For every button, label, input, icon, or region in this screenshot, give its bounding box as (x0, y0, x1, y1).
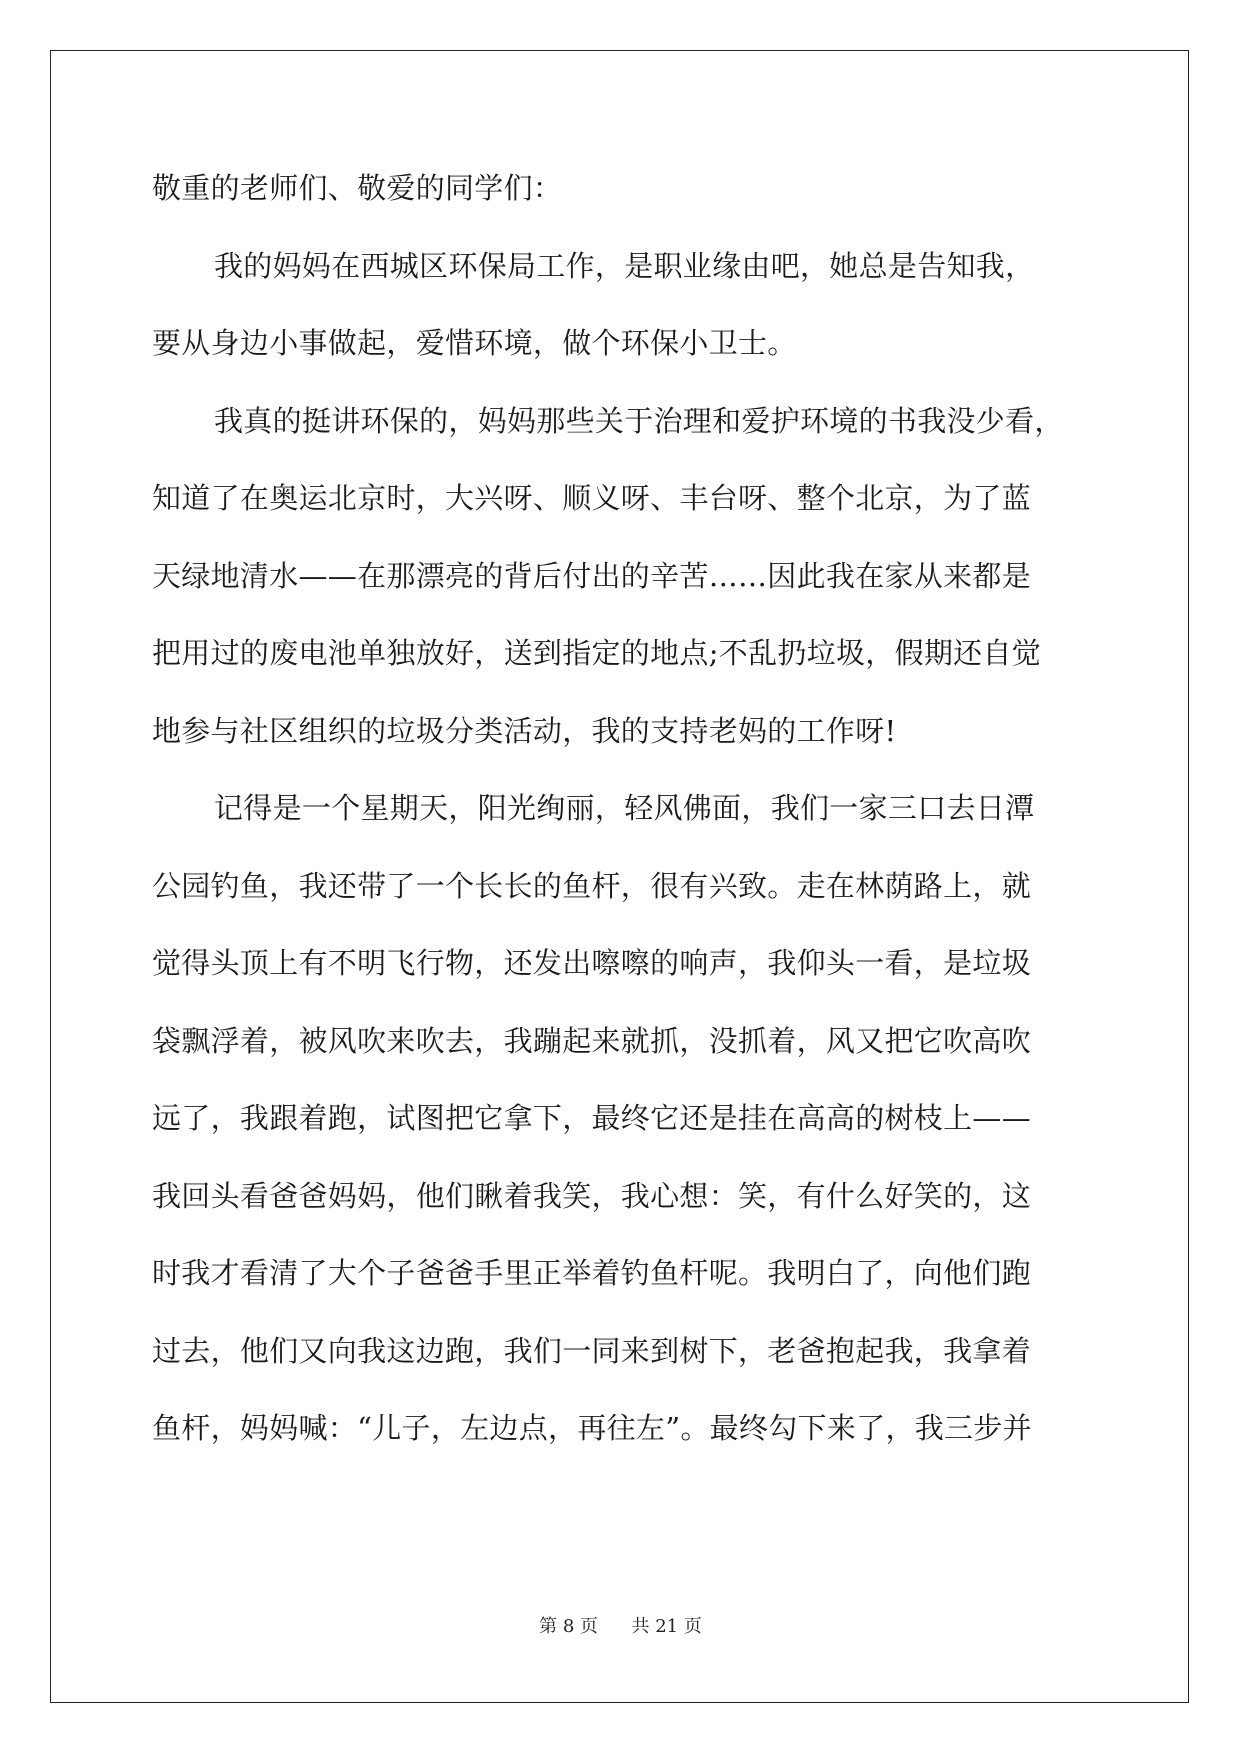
paragraph-line: 要从身边小事做起，爱惜环境，做个环保小卫士。 (152, 326, 797, 360)
paragraph-line: 远了，我跟着跑，试图把它拿下，最终它还是挂在高高的树枝上—— (152, 1101, 1032, 1135)
paragraph-line: 过去，他们又向我这边跑，我们一同来到树下，老爸抱起我，我拿着 (152, 1333, 1032, 1368)
paragraph-line: 鱼杆，妈妈喊：“儿子，左边点，再往左”。最终勾下来了，我三步并 (152, 1411, 1032, 1445)
paragraph-line: 我的妈妈在西城区环保局工作，是职业缘由吧，她总是告知我， (214, 248, 1035, 283)
document-body (152, 166, 1092, 1484)
paragraph-line: 地参与社区组织的垃圾分类活动，我的支持老妈的工作呀! (152, 713, 897, 748)
paragraph-line: 天绿地清水——在那漂亮的背后付出的辛苦……因此我在家从来都是 (152, 558, 1032, 593)
paragraph-line: 知道了在奥运北京时，大兴呀、顺义呀、丰台呀、整个北京，为了蓝 (152, 481, 1032, 515)
paragraph-line: 袋飘浮着，被风吹来吹去，我蹦起来就抓，没抓着，风又把它吹高吹 (152, 1023, 1032, 1058)
paragraph-line: 记得是一个星期天，阳光绚丽，轻风佛面，我们一家三口去日潭 (214, 791, 1035, 825)
paragraph-line: 时我才看清了大个子爸爸手里正举着钓鱼杆呢。我明白了，向他们跑 (152, 1256, 1032, 1290)
page-total: 共 21 页 (631, 1616, 702, 1637)
paragraph-line: 我回头看爸爸妈妈，他们瞅着我笑，我心想：笑，有什么好笑的，这 (152, 1178, 1032, 1213)
salutation-line: 敬重的老师们、敬爱的同学们： (152, 171, 563, 205)
paragraph-line: 觉得头顶上有不明飞行物，还发出嚓嚓的响声，我仰头一看，是垃圾 (152, 946, 1032, 980)
page-footer (0, 1612, 1241, 1638)
page-number: 第 8 页 (539, 1616, 599, 1637)
paragraph-line: 公园钓鱼，我还带了一个长长的鱼杆，很有兴致。走在林荫路上，就 (152, 868, 1032, 903)
paragraph-line: 我真的挺讲环保的，妈妈那些关于治理和爱护环境的书我没少看， (214, 403, 1064, 438)
paragraph-line: 把用过的废电池单独放好，送到指定的地点;不乱扔垃圾，假期还自觉 (152, 636, 1042, 670)
